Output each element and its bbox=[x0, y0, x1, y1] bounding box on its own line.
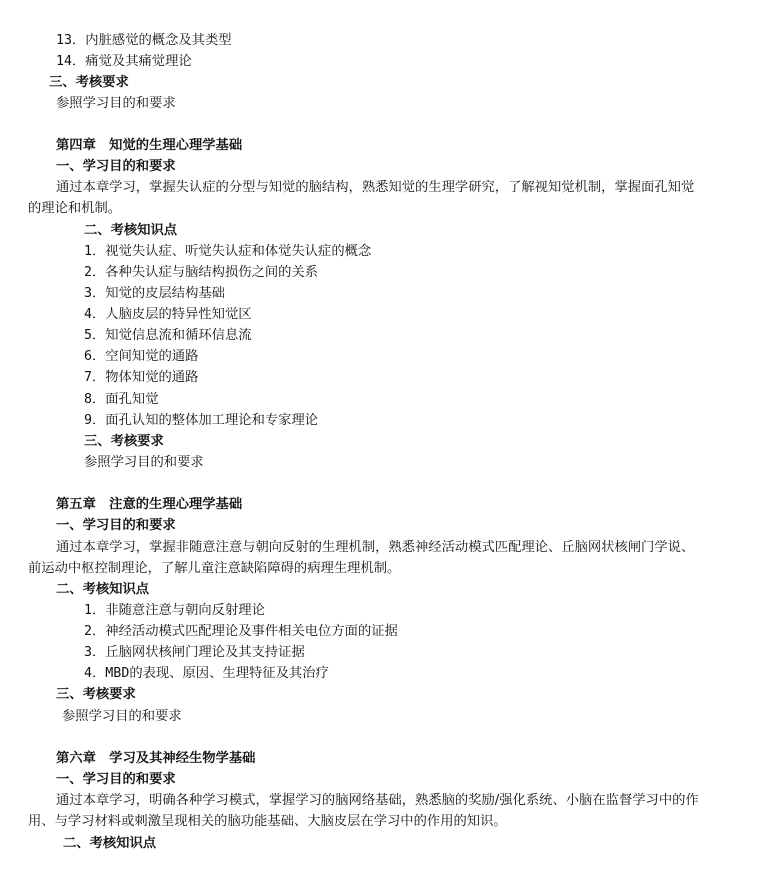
chapter-title: 第六章 学习及其神经生物学基础 bbox=[56, 751, 256, 766]
section-heading: 二、考核知识点 bbox=[63, 836, 157, 851]
chapter-title: 第五章 注意的生理心理学基础 bbox=[56, 497, 243, 512]
list-item: 1．非随意注意与朝向反射理论 bbox=[84, 603, 265, 618]
list-item: 5．知觉信息流和循环信息流 bbox=[84, 328, 252, 343]
paragraph-line: 通过本章学习，明确各种学习模式，掌握学习的脑网络基础，熟悉脑的奖励/强化系统、小脑在监督学习中的作 bbox=[56, 793, 699, 808]
section-heading: 二、考核知识点 bbox=[56, 582, 150, 597]
section-heading: 三、考核要求 bbox=[56, 687, 136, 702]
paragraph-line: 通过本章学习，掌握失认症的分型与知觉的脑结构，熟悉知觉的生理学研究，了解视知觉机制，掌握面孔知觉 bbox=[56, 180, 695, 195]
list-item: 9．面孔认知的整体加工理论和专家理论 bbox=[84, 413, 319, 428]
body-text: 参照学习目的和要求 bbox=[56, 96, 176, 111]
paragraph-line: 前运动中枢控制理论，了解儿童注意缺陷障碍的病理生理机制。 bbox=[28, 561, 401, 576]
section-heading: 一、学习目的和要求 bbox=[56, 772, 176, 787]
list-item: 2．各种失认症与脑结构损伤之间的关系 bbox=[84, 265, 319, 280]
list-item: 14．痛觉及其痛觉理论 bbox=[56, 54, 192, 69]
list-item: 3．丘脑网状核闸门理论及其支持证据 bbox=[84, 645, 305, 660]
list-item: 4．MBD的表现、原因、生理特征及其治疗 bbox=[84, 666, 329, 681]
list-item: 7．物体知觉的通路 bbox=[84, 370, 199, 385]
section-heading: 一、学习目的和要求 bbox=[56, 159, 176, 174]
paragraph-line: 通过本章学习，掌握非随意注意与朝向反射的生理机制，熟悉神经活动模式匹配理论、丘脑网状核闸门学说、 bbox=[56, 540, 695, 555]
paragraph-line: 的理论和机制。 bbox=[28, 201, 122, 216]
paragraph-line: 用、与学习材料或刺激呈现相关的脑功能基础、大脑皮层在学习中的作用的知识。 bbox=[28, 814, 507, 829]
list-item: 8．面孔知觉 bbox=[84, 392, 159, 407]
section-heading: 二、考核知识点 bbox=[84, 223, 178, 238]
list-item: 13．内脏感觉的概念及其类型 bbox=[56, 33, 232, 48]
section-heading: 三、考核要求 bbox=[49, 75, 129, 90]
section-heading: 三、考核要求 bbox=[84, 434, 164, 449]
body-text: 参照学习目的和要求 bbox=[62, 709, 182, 724]
body-text: 参照学习目的和要求 bbox=[84, 455, 204, 470]
list-item: 1．视觉失认症、听觉失认症和体觉失认症的概念 bbox=[84, 244, 372, 259]
list-item: 4．人脑皮层的特异性知觉区 bbox=[84, 307, 252, 322]
section-heading: 一、学习目的和要求 bbox=[56, 518, 176, 533]
list-item: 6．空间知觉的通路 bbox=[84, 349, 199, 364]
chapter-title: 第四章 知觉的生理心理学基础 bbox=[56, 138, 243, 153]
list-item: 3．知觉的皮层结构基础 bbox=[84, 286, 225, 301]
list-item: 2．神经活动模式匹配理论及事件相关电位方面的证据 bbox=[84, 624, 398, 639]
